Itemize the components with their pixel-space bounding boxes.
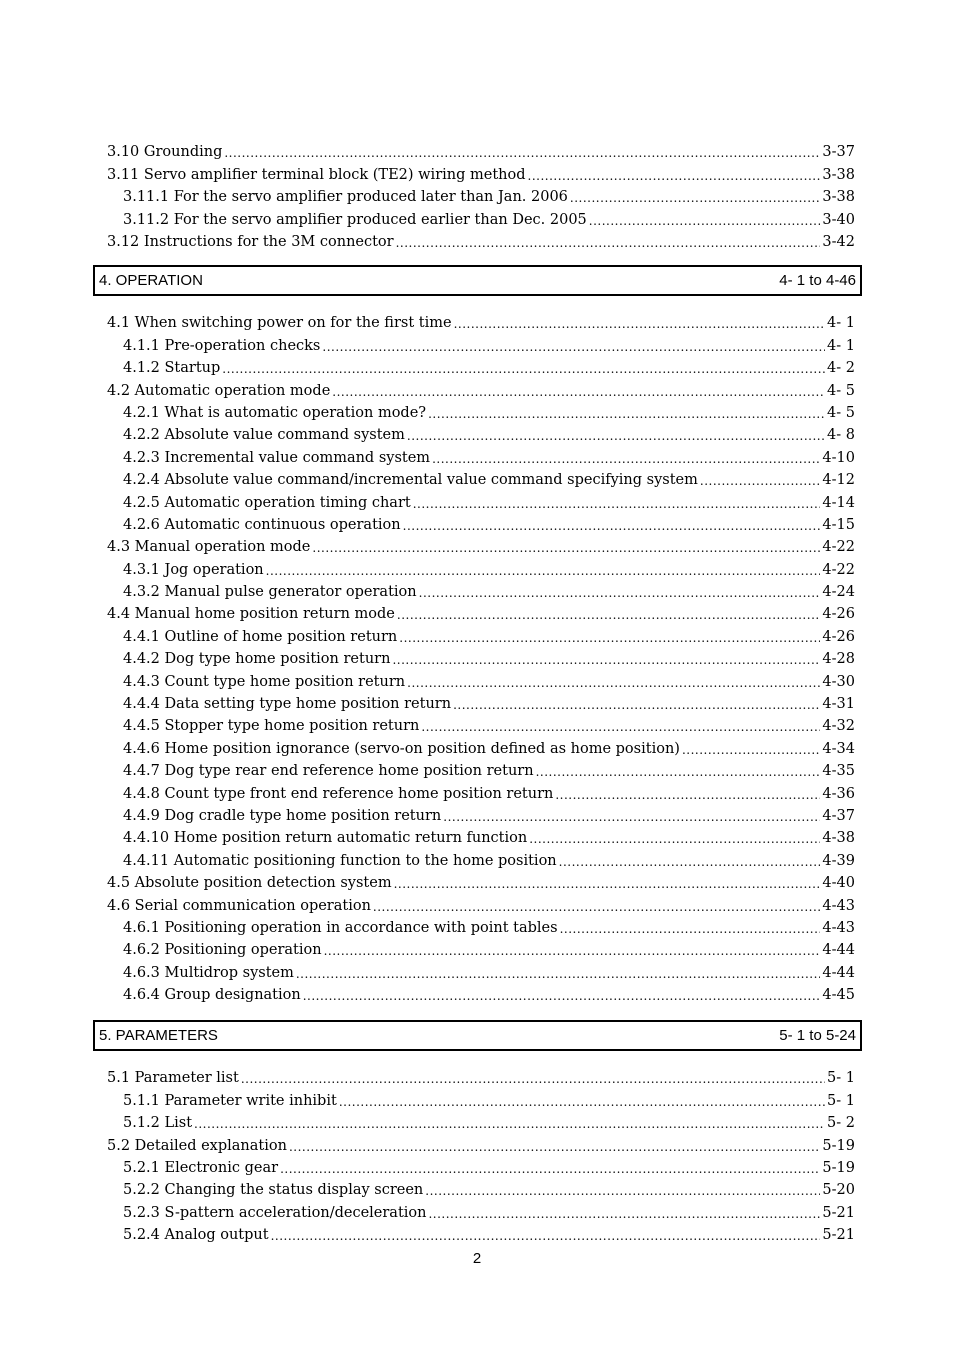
toc-entry-title: 5.1 Parameter list [107, 1070, 239, 1087]
toc-entry [107, 1086, 855, 1108]
dot-leader [392, 651, 820, 667]
toc-entry [107, 399, 855, 421]
toc-entry [107, 869, 855, 891]
toc-entry-title: 3.11 Servo amplifier terminal block (TE2) wiring method [107, 166, 526, 183]
toc-entry-page: 5-21 [822, 1227, 855, 1244]
dot-leader [394, 875, 821, 891]
toc-entry-page: 4-26 [822, 628, 855, 645]
toc-entry-page: 5-21 [822, 1204, 855, 1221]
toc-entry-page: 4-32 [822, 718, 855, 735]
dot-leader [454, 315, 825, 331]
toc-entry-page: 4-28 [822, 651, 855, 668]
toc-entry [107, 578, 855, 600]
toc-entry-page: 4-31 [822, 696, 855, 713]
toc-entry-page: 4-26 [822, 606, 855, 623]
toc-section-5 [107, 1064, 855, 1243]
dot-leader [280, 1160, 820, 1176]
toc-entry [107, 1154, 855, 1176]
toc-entry [107, 160, 855, 182]
chapter-page-range: 5- 1 to 5-24 [779, 1027, 856, 1044]
toc-entry-page: 4-35 [822, 763, 855, 780]
toc-entry [107, 555, 855, 577]
toc-entry [107, 421, 855, 443]
toc-entry [107, 183, 855, 205]
toc-entry [107, 1221, 855, 1243]
toc-entry [107, 846, 855, 868]
toc-entry-page: 4-22 [822, 539, 855, 556]
toc-entry [107, 1109, 855, 1131]
toc-entry [107, 779, 855, 801]
dot-leader [241, 1070, 825, 1086]
page-number: 2 [472, 1250, 482, 1267]
toc-entry-title: 4.2.5 Automatic operation timing chart [123, 494, 411, 511]
dot-leader [528, 167, 821, 183]
toc-entry-page: 5-19 [822, 1159, 855, 1176]
toc-entry [107, 354, 855, 376]
toc-entry-title: 4.6.1 Positioning operation in accordance with point tables [123, 919, 558, 936]
toc-entry-page: 4-43 [822, 897, 855, 914]
dot-leader [419, 584, 821, 600]
toc-entry-page: 4-45 [822, 987, 855, 1004]
toc-entry [107, 914, 855, 936]
toc-entry-title: 4.4.9 Dog cradle type home position return [123, 807, 442, 824]
toc-entry-title: 4.4.3 Count type home position return [123, 673, 406, 690]
dot-leader [396, 234, 821, 250]
toc-entry-page: 4-38 [822, 830, 855, 847]
toc-entry [107, 600, 855, 622]
toc-entry-page: 5-19 [822, 1137, 855, 1154]
toc-entry-title: 4.2.2 Absolute value command system [123, 427, 405, 444]
toc-entry [107, 331, 855, 353]
toc-entry [107, 228, 855, 250]
dot-leader [453, 696, 820, 712]
chapter-page-range: 4- 1 to 4-46 [779, 272, 856, 289]
toc-entry [107, 466, 855, 488]
toc-entry-page: 4-44 [822, 964, 855, 981]
toc-entry-page: 4-15 [822, 516, 855, 533]
toc-entry-title: 4.2 Automatic operation mode [107, 382, 331, 399]
dot-leader [700, 472, 821, 488]
toc-entry [107, 645, 855, 667]
dot-leader [443, 808, 820, 824]
toc-entry [107, 690, 855, 712]
toc-entry-title: 4.3.1 Jog operation [123, 561, 264, 578]
dot-leader [682, 741, 820, 757]
toc-entry-title: 4.6.2 Positioning operation [123, 942, 322, 959]
toc-entry-page: 4-22 [822, 561, 855, 578]
toc-entry-title: 4.3.2 Manual pulse generator operation [123, 584, 417, 601]
toc-entry-title: 4.1.1 Pre-operation checks [123, 337, 321, 354]
toc-entry-title: 4.3 Manual operation mode [107, 539, 311, 556]
toc-entry-title: 5.1.1 Parameter write inhibit [123, 1092, 337, 1109]
dot-leader [403, 517, 821, 533]
chapter-title: 4. OPERATION [99, 272, 203, 289]
dot-leader [266, 562, 821, 578]
dot-leader [432, 450, 820, 466]
toc-entry-page: 4-39 [822, 852, 855, 869]
toc-entry-title: 4.4.1 Outline of home position return [123, 628, 398, 645]
toc-entry-title: 4.6.3 Multidrop system [123, 964, 294, 981]
toc-entry-page: 3-38 [822, 166, 855, 183]
toc-entry-title: 4.1.2 Startup [123, 360, 221, 377]
toc-entry-page: 4- 1 [827, 337, 855, 354]
toc-entry-title: 5.2 Detailed explanation [107, 1137, 287, 1154]
toc-entry [107, 511, 855, 533]
toc-entry-page: 5-20 [822, 1182, 855, 1199]
toc-entry [107, 802, 855, 824]
dot-leader [559, 853, 821, 869]
toc-entry-title: 4.2.6 Automatic continuous operation [123, 516, 401, 533]
toc-entry-title: 4.4.6 Home position ignorance (servo-on position defined as home position) [123, 740, 680, 757]
toc-entry-title: 4.5 Absolute position detection system [107, 875, 392, 892]
toc-entry-page: 4-36 [822, 785, 855, 802]
dot-leader [589, 212, 821, 228]
toc-entry-title: 5.2.3 S-pattern acceleration/deceleration [123, 1204, 427, 1221]
toc-section-4 [107, 309, 855, 1003]
toc-entry [107, 376, 855, 398]
toc-entry-page: 4-44 [822, 942, 855, 959]
toc-entry [107, 138, 855, 160]
toc-entry-title: 4.4.8 Count type front end reference home position return [123, 785, 554, 802]
toc-entry-title: 4.4.11 Automatic positioning function to the home position [123, 852, 557, 869]
toc-entry-title: 5.1.2 List [123, 1115, 193, 1132]
toc-entry-title: 4.4.7 Dog type rear end reference home position return [123, 763, 534, 780]
toc-entry-page: 4-43 [822, 919, 855, 936]
dot-leader [296, 965, 821, 981]
dot-leader [555, 786, 820, 802]
toc-entry-page: 3-40 [822, 211, 855, 228]
toc-entry [107, 824, 855, 846]
dot-leader [407, 427, 825, 443]
toc-entry-title: 5.2.2 Changing the status display screen [123, 1182, 424, 1199]
dot-leader [536, 763, 821, 779]
toc-entry [107, 667, 855, 689]
dot-leader [373, 898, 821, 914]
toc-entry-page: 4- 2 [827, 360, 855, 377]
dot-leader [407, 674, 820, 690]
toc-entry-page: 5- 2 [827, 1115, 855, 1132]
dot-leader [529, 830, 820, 846]
toc-entry-title: 3.11.2 For the servo amplifier produced earlier than Dec. 2005 [123, 211, 587, 228]
toc-entry-title: 4.2.1 What is automatic operation mode? [123, 404, 427, 421]
toc-entry [107, 443, 855, 465]
toc-entry-page: 4-30 [822, 673, 855, 690]
dot-leader [413, 495, 821, 511]
dot-leader [332, 383, 825, 399]
dot-leader [324, 942, 821, 958]
toc-entry [107, 533, 855, 555]
toc-entry-page: 5- 1 [827, 1070, 855, 1087]
toc-entry-page: 4-14 [822, 494, 855, 511]
dot-leader [271, 1227, 821, 1243]
chapter-title: 5. PARAMETERS [99, 1027, 218, 1044]
toc-entry-title: 4.4.10 Home position return automatic return function [123, 830, 528, 847]
toc-entry-title: 4.6.4 Group designation [123, 987, 301, 1004]
toc-entry [107, 1064, 855, 1086]
toc-entry-title: 4.4.2 Dog type home position return [123, 651, 391, 668]
toc-entry-title: 4.4.5 Stopper type home position return [123, 718, 420, 735]
toc-entry [107, 936, 855, 958]
toc-entry-page: 4-34 [822, 740, 855, 757]
toc-section-3-tail [107, 138, 855, 250]
toc-entry-page: 4- 1 [827, 315, 855, 332]
toc-entry [107, 981, 855, 1003]
toc-entry [107, 734, 855, 756]
toc-entry-page: 4-24 [822, 584, 855, 601]
dot-leader [224, 144, 820, 160]
dot-leader [428, 405, 825, 421]
toc-entry-title: 4.2.4 Absolute value command/incremental value command specifying system [123, 472, 698, 489]
toc-entry-page: 5- 1 [827, 1092, 855, 1109]
toc-entry [107, 622, 855, 644]
dot-leader [399, 629, 820, 645]
toc-entry-page: 3-37 [822, 144, 855, 161]
toc-entry [107, 309, 855, 331]
toc-entry-title: 3.12 Instructions for the 3M connector [107, 233, 394, 250]
toc-entry-title: 4.1 When switching power on for the first time [107, 315, 452, 332]
toc-entry-title: 4.6 Serial communication operation [107, 897, 371, 914]
toc-entry [107, 712, 855, 734]
toc-entry-page: 4- 5 [827, 382, 855, 399]
toc-entry-page: 3-38 [822, 189, 855, 206]
toc-entry [107, 205, 855, 227]
toc-entry-title: 3.10 Grounding [107, 144, 223, 161]
toc-entry-page: 4- 8 [827, 427, 855, 444]
toc-entry-title: 5.2.4 Analog output [123, 1227, 269, 1244]
toc-entry-page: 3-42 [822, 233, 855, 250]
dot-leader [322, 338, 825, 354]
toc-entry-page: 4-12 [822, 472, 855, 489]
toc-entry [107, 1131, 855, 1153]
toc-entry-page: 4-40 [822, 875, 855, 892]
toc-entry [107, 1176, 855, 1198]
toc-entry-title: 4.4.4 Data setting type home position return [123, 696, 452, 713]
toc-entry-title: 3.11.1 For the servo amplifier produced later than Jan. 2006 [123, 189, 568, 206]
toc-entry-title: 4.2.3 Incremental value command system [123, 449, 431, 466]
toc-entry [107, 1198, 855, 1220]
dot-leader [303, 987, 821, 1003]
toc-entry [107, 958, 855, 980]
chapter-header-operation [93, 265, 862, 296]
toc-entry-title: 5.2.1 Electronic gear [123, 1159, 279, 1176]
dot-leader [428, 1205, 820, 1221]
dot-leader [425, 1182, 820, 1198]
dot-leader [570, 189, 821, 205]
dot-leader [421, 718, 820, 734]
toc-entry-page: 4-10 [822, 449, 855, 466]
dot-leader [194, 1115, 825, 1131]
dot-leader [397, 606, 821, 622]
toc-entry [107, 488, 855, 510]
dot-leader [222, 360, 825, 376]
toc-entry [107, 891, 855, 913]
dot-leader [312, 539, 820, 555]
dot-leader [289, 1138, 820, 1154]
toc-entry-page: 4- 5 [827, 404, 855, 421]
dot-leader [339, 1093, 825, 1109]
toc-entry [107, 757, 855, 779]
dot-leader [560, 920, 821, 936]
toc-entry-title: 4.4 Manual home position return mode [107, 606, 395, 623]
chapter-header-parameters [93, 1020, 862, 1051]
toc-entry-page: 4-37 [822, 807, 855, 824]
